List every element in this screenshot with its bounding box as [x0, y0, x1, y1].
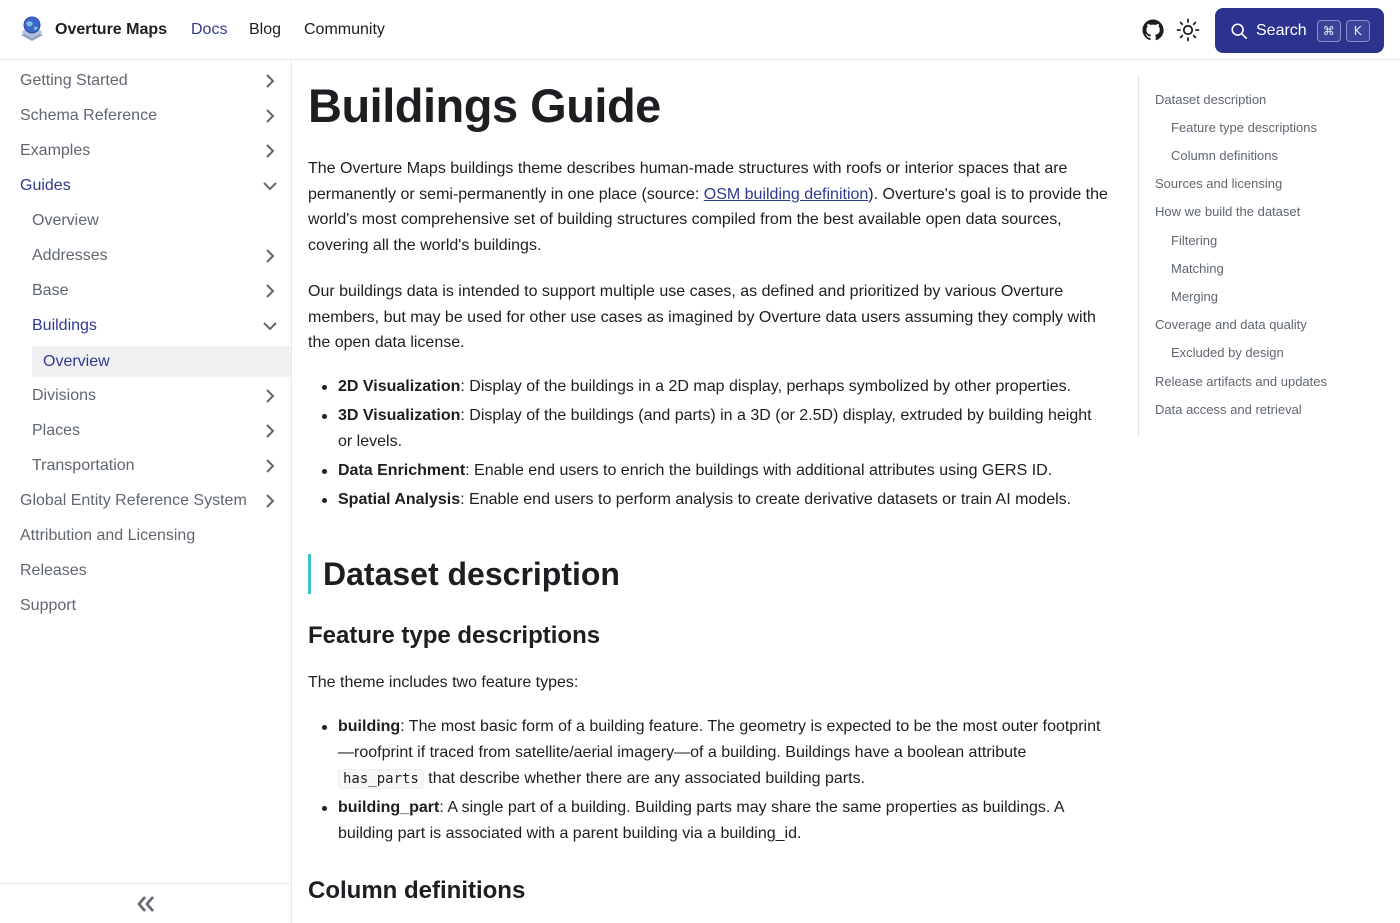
sidebar-item-label: Base [32, 282, 69, 299]
feature-types-intro: The theme includes two feature types: [308, 674, 579, 691]
theme-toggle-icon[interactable] [1176, 18, 1200, 42]
nav-blog-link[interactable]: Blog [249, 21, 282, 38]
toc-item[interactable]: Sources and licensing [1155, 176, 1283, 191]
list-item [320, 487, 1110, 513]
sidebar-item-support[interactable] [20, 589, 76, 623]
sidebar-item-examples[interactable] [20, 134, 90, 168]
chevron-right-icon[interactable] [262, 493, 278, 509]
toc-item[interactable]: Release artifacts and updates [1155, 374, 1327, 389]
use-case-text: : Enable end users to enrich the buildings with additional attributes using GERS ID. [465, 462, 1053, 479]
sidebar-item-label: Overview [43, 352, 110, 370]
docs-sidebar [0, 60, 292, 923]
sidebar-item-label: Divisions [32, 387, 97, 404]
feature-type-list [320, 714, 1110, 847]
sidebar-item-guides-overview[interactable] [32, 204, 99, 238]
feature-types-heading: Feature type descriptions [308, 622, 601, 649]
double-chevron-left-icon [135, 894, 157, 914]
search-shortcut-cmd-key: ⌘ [1317, 20, 1341, 42]
brand-title: Overture Maps [55, 21, 168, 38]
search-button[interactable] [1215, 8, 1384, 53]
sidebar-item-getting-started[interactable] [20, 64, 128, 98]
toc-item[interactable]: Dataset description [1155, 92, 1267, 107]
intro-text: The Overture Maps buildings theme describes human-made structures with roofs or interior spaces that are permanently or semi-permanently in one place (source: [308, 160, 1068, 203]
sidebar-item-gers[interactable] [20, 484, 247, 518]
use-case-term: Data Enrichment [338, 462, 466, 479]
toc-item[interactable]: Merging [1171, 289, 1218, 304]
search-shortcut-k-key: K [1346, 20, 1370, 42]
feature-type-term: building [338, 718, 401, 735]
table-of-contents [1138, 75, 1388, 437]
top-navbar [0, 0, 1400, 60]
dataset-description-heading: Dataset description [308, 554, 620, 594]
sidebar-item-base[interactable] [32, 274, 68, 308]
list-item [320, 795, 1110, 847]
overture-logo-icon [17, 15, 47, 45]
sidebar-item-places[interactable] [32, 414, 80, 448]
chevron-right-icon[interactable] [262, 283, 278, 299]
sidebar-item-transportation[interactable] [32, 449, 135, 483]
github-icon[interactable] [1141, 18, 1165, 42]
chevron-down-icon[interactable] [262, 318, 278, 334]
feature-type-text: : A single part of a building. Building parts may share the same properties as buildings. A building part is associated with a parent building via a building_id. [338, 799, 1064, 842]
collapse-sidebar-button[interactable] [0, 883, 291, 923]
sidebar-item-label: Getting Started [20, 72, 128, 89]
toc-item[interactable]: Column definitions [1171, 148, 1278, 163]
nav-community-link[interactable]: Community [304, 21, 385, 38]
has-parts-code: has_parts [338, 769, 424, 789]
use-case-term: 3D Visualization [338, 407, 461, 424]
toc-item[interactable]: Matching [1171, 261, 1224, 276]
chevron-right-icon[interactable] [262, 423, 278, 439]
list-item [320, 458, 1110, 484]
use-case-text: : Display of the buildings (and parts) in a 3D (or 2.5D) display, extruded by building height or levels. [338, 407, 1092, 450]
sidebar-item-label: Attribution and Licensing [20, 527, 196, 544]
brand-link[interactable] [17, 14, 167, 46]
toc-item[interactable]: Excluded by design [1171, 345, 1284, 360]
use-case-term: 2D Visualization [338, 378, 461, 395]
intro-text-continued: ). Overture's goal is to provide the world's most comprehensive set of building structures compiled from the best available open data sources, covering all the world's buildings. [308, 185, 1108, 254]
sidebar-item-label: Overview [32, 212, 99, 229]
sidebar-item-label: Places [32, 422, 81, 439]
use-case-list [320, 374, 1110, 513]
chevron-right-icon[interactable] [262, 388, 278, 404]
sidebar-item-label: Global Entity Reference System [20, 492, 247, 509]
sidebar-item-label: Examples [20, 142, 91, 159]
sidebar-item-label: Releases [20, 562, 87, 579]
chevron-right-icon[interactable] [262, 108, 278, 124]
list-item [320, 714, 1110, 792]
nav-docs-link[interactable]: Docs [191, 21, 228, 38]
toc-item[interactable]: Data access and retrieval [1155, 402, 1302, 417]
sidebar-item-buildings[interactable] [32, 309, 97, 343]
sidebar-item-buildings-overview[interactable] [32, 346, 291, 377]
sidebar-item-guides[interactable] [20, 169, 71, 203]
chevron-right-icon[interactable] [262, 143, 278, 159]
sidebar-item-label: Addresses [32, 247, 108, 264]
chevron-right-icon[interactable] [262, 73, 278, 89]
sidebar-item-schema-reference[interactable] [20, 99, 157, 133]
use-case-text: : Display of the buildings in a 2D map display, perhaps symbolized by other properties. [460, 378, 1072, 395]
osm-building-definition-link[interactable]: OSM building definition [703, 185, 869, 203]
chevron-right-icon[interactable] [262, 458, 278, 474]
chevron-right-icon[interactable] [262, 248, 278, 264]
intro-paragraph [308, 156, 1108, 258]
sidebar-item-label: Schema Reference [20, 107, 157, 124]
sidebar-item-label: Support [20, 597, 77, 614]
use-cases-paragraph: Our buildings data is intended to support multiple use cases, as defined and prioritized by various Overture members, but may be used for other use cases as imagined by Overture data users assuming they comply with the open data license. [308, 283, 1096, 351]
page-title: Buildings Guide [308, 79, 661, 132]
column-definitions-heading: Column definitions [308, 877, 526, 904]
sidebar-item-label: Transportation [32, 457, 135, 474]
list-item [320, 403, 1110, 455]
toc-item[interactable]: Coverage and data quality [1155, 317, 1307, 332]
sidebar-item-releases[interactable] [20, 554, 87, 588]
search-icon [1230, 22, 1248, 40]
sidebar-item-label: Buildings [32, 317, 97, 334]
toc-item[interactable]: Filtering [1171, 233, 1218, 248]
sidebar-item-addresses[interactable] [32, 239, 108, 273]
feature-type-text-continued: that describe whether there are any associated building parts. [423, 770, 866, 787]
toc-item[interactable]: Feature type descriptions [1171, 120, 1317, 135]
feature-type-text: : The most basic form of a building feature. The geometry is expected to be the most outer footprint—roofprint if traced from satellite/aerial imagery—of a building. Buildings have a boolean attribute [338, 718, 1101, 761]
chevron-down-icon[interactable] [262, 178, 278, 194]
feature-type-term: building_part [338, 799, 440, 816]
list-item [320, 374, 1110, 400]
search-label: Search [1256, 21, 1307, 39]
sidebar-item-attribution[interactable] [20, 519, 195, 553]
toc-item[interactable]: How we build the dataset [1155, 204, 1301, 219]
sidebar-item-divisions[interactable] [32, 379, 96, 413]
use-case-text: : Enable end users to perform analysis to create derivative datasets or train AI models. [460, 491, 1072, 508]
sidebar-item-label: Guides [20, 177, 71, 194]
use-case-term: Spatial Analysis [338, 491, 461, 508]
